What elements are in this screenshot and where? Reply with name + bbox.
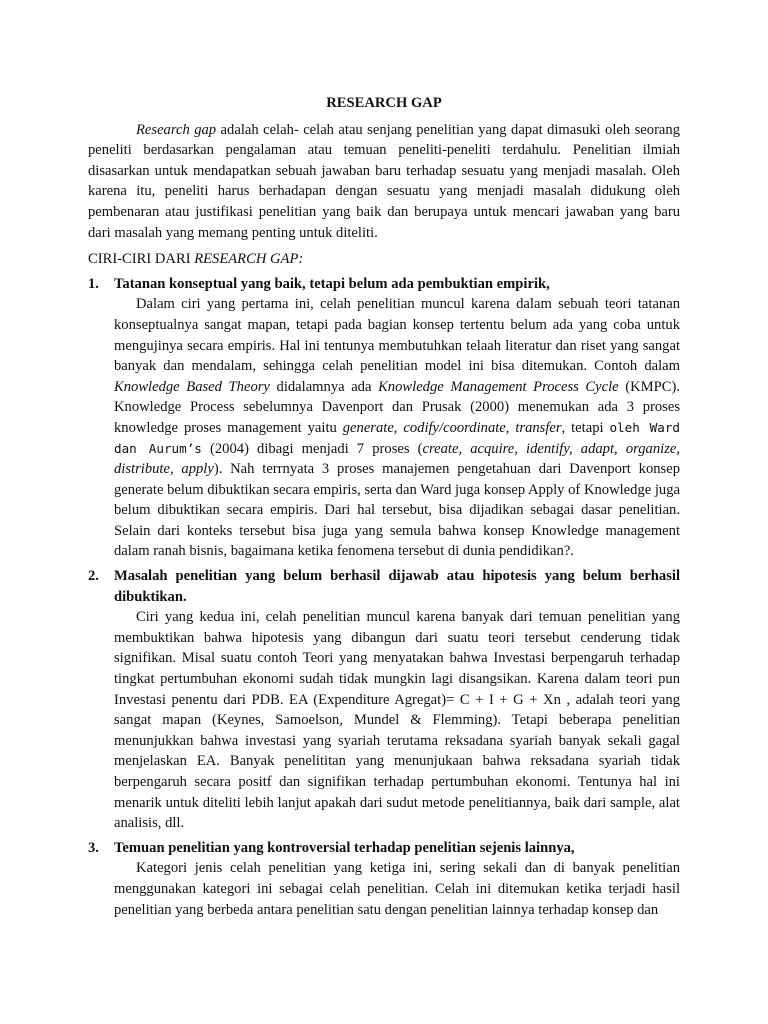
text-run: (2004) dibagi menjadi 7 proses (	[201, 440, 423, 457]
list-item-1-paragraph	[114, 294, 680, 562]
text-run: (KMPC). Knowledge Process sebelumnya Davenport dan Prusak (2000) menemukan ada 3 proses knowledge proses management yaitu	[114, 378, 681, 436]
text-run: didalamnya ada	[269, 378, 379, 395]
list-item-2	[88, 566, 680, 834]
page-title: RESEARCH GAP	[326, 95, 442, 111]
seven-processes-term: create, acquire, identify, adapt, organize, distribute, apply	[114, 440, 680, 478]
text-run: ). Nah terrnyata 3 proses manajemen pengetahuan dari Davenport konsep generate belum dibuktikan secara empiris, serta dan Ward juga konsep Apply of Knowledge juga belum dibuktikan secara empiris. Dari hal tersebut, bisa dijadikan sebagai dasar penelitian. Selain dari konteks tersebut bisa juga yang semula bahwa konsep Knowledge management dalam ranah bisnis, bagaimana ketika fenomena tersebut di dunia pendidikan?.	[114, 461, 680, 560]
list-item-3-paragraph: Kategori jenis celah penelitian yang ketiga ini, sering sekali dan di banyak penelitian menggunakan kategori ini sebagai celah penelitian. Celah ini ditemukan ketika terjadi hasil penelitian yang berbeda antara penelitian satu dengan penelitian lainnya terhadap konsep dan	[114, 860, 680, 918]
three-processes-term: generate, codify/coordinate, transfer	[342, 419, 562, 436]
list-item-2-number: 2.	[88, 568, 99, 585]
intro-text: adalah celah- celah atau senjang penelitian yang dapat dimasuki oleh seorang peneliti berdasarkan pengalaman atau temuan peneliti-peneliti terdahulu. Penelitian ilmiah disasarkan untuk mendapatkan sebuah jawaban baru terhadap sesuatu yang menjadi masalah. Oleh karena itu, peneliti harus berhadapan dengan sesuatu yang menjadi masalah didukung oleh pembenaran atau justifikasi penelitian yang baik dan berupaya untuk mencari jawaban yang baru dari masalah yang memang penting untuk diteliti.	[88, 121, 681, 241]
list-item-1-heading	[88, 274, 680, 295]
list-item-2-paragraph: Ciri yang kedua ini, celah penelitian muncul karena banyak dari temuan penelitian yang membuktikan bahwa hipotesis yang dibangun dari suatu teori tersebut cenderung tidak signifikan. Misal suatu contoh Teori yang menyatakan bahwa Investasi berpengaruh terhadap tingkat pertumbuhan ekonomi sudah tidak mungkin lagi disangsikan. Karena dalam teori pun Investasi penentu dari PDB. EA (Expenditure Agregat)= C + I + G + Xn , adalah teori yang sangat mapan (Keynes, Samoelson, Mundel & Flemming). Tetapi beberapa penelitian menunjukkan bahwa investasi yang syariah terutama reksadana syariah banyak sekali gagal menjelaskan EA. Banyak penelititan yang menunjukaan bahwa reksadana syariah tidak berpengaruh secara positf dan signifikan terhadap pertumbuhan ekonomi. Tentunya hal ini menarik untuk diteliti lebih lanjut apakah dari sudut metode penelitiannya, baik dari sample, alat analisis, dll.	[114, 609, 680, 832]
text-run: , tetapi	[561, 419, 610, 436]
knowledge-based-theory-term: Knowledge Based Theory	[114, 378, 270, 395]
list-item-2-heading	[88, 566, 680, 607]
text-run: Dalam ciri yang pertama ini, celah penelitian muncul karena dalam sebuah teori tatanan konseptualnya sangat mapan, tetapi pada bagian konsep tertentu belum ada yang coba untuk mengujinya secara empiris. Hal ini tentunya membutuhkan telaah literatur dan riset yang sangat banyak dan mendalam, sehingga celah penelitian model ini bisa ditemukan. Contoh dalam	[114, 296, 680, 375]
intro-term: Research gap	[136, 121, 217, 138]
list-item-3-title: Temuan penelitian yang kontroversial terhadap penelitian sejenis lainnya,	[114, 839, 575, 856]
list-item-1-body	[88, 294, 680, 562]
intro-paragraph	[88, 120, 680, 244]
list-item-3-number: 3.	[88, 839, 99, 856]
list-item-3	[88, 838, 680, 920]
list-item-1	[88, 274, 680, 562]
list-item-1-number: 1.	[88, 275, 99, 292]
list-item-1-title: Tatanan konseptual yang baik, tetapi belum ada pembuktian empirik,	[114, 275, 550, 292]
list-item-2-title: Masalah penelitian yang belum berhasil dijawab atau hipotesis yang belum berhasil dibuktikan.	[114, 568, 680, 605]
section-heading-term: RESEARCH GAP:	[194, 251, 304, 268]
list-item-3-body	[88, 858, 680, 920]
list-item-2-body	[88, 607, 680, 834]
section-heading-prefix: CIRI-CIRI DARI	[88, 251, 195, 268]
list-item-3-heading	[88, 838, 680, 859]
ward-aurum-citation: oleh Ward dan Aurum’s	[114, 419, 680, 456]
section-heading	[88, 249, 680, 270]
kmpc-term: Knowledge Management Process Cycle	[378, 378, 619, 395]
